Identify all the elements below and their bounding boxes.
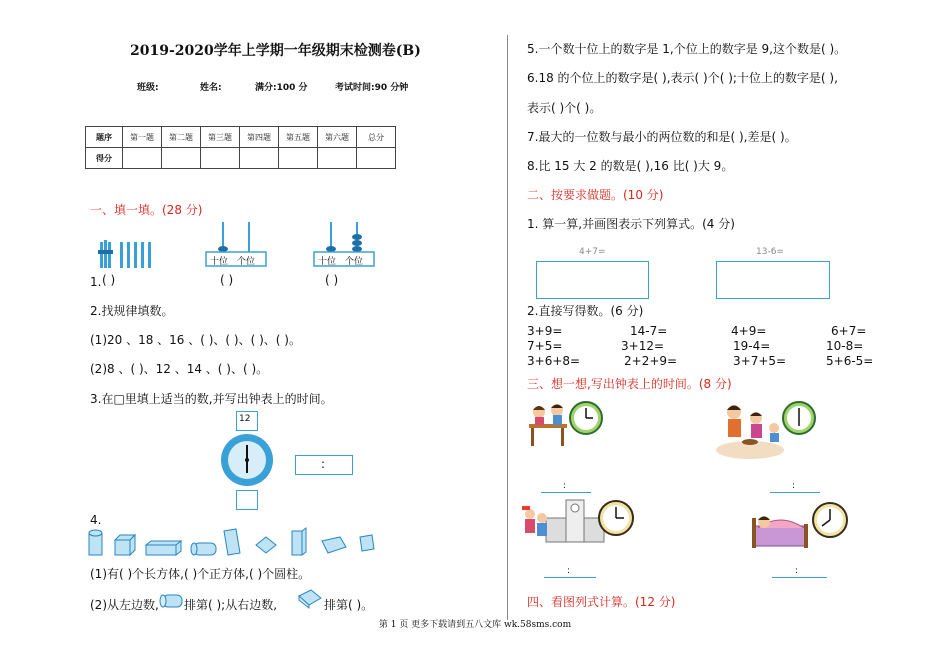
calc-item: 2+2+9= bbox=[624, 354, 678, 368]
time-colon: : bbox=[567, 566, 571, 576]
answer-line[interactable] bbox=[541, 492, 591, 493]
score-header-cell: 第四题 bbox=[240, 127, 279, 148]
school-scene-image bbox=[520, 496, 638, 548]
q4-number: 4. bbox=[90, 513, 102, 527]
q7-text: 7.最大的一位数与最小的两位数的和是( ),差是( )。 bbox=[527, 130, 797, 144]
calc-item: 3+6+8= bbox=[527, 354, 581, 368]
q4-2-middle: 排第( );从右边数, bbox=[184, 598, 278, 612]
sticks-icon bbox=[98, 238, 158, 270]
answer-line[interactable] bbox=[770, 492, 820, 493]
cylinder-icon bbox=[160, 594, 184, 608]
drawing-box-2[interactable] bbox=[716, 261, 830, 299]
calc-item: 3+7+5= bbox=[733, 354, 787, 368]
time-colon: : bbox=[563, 481, 567, 491]
clock-icon bbox=[220, 433, 274, 487]
section2-q2: 2.直接写得数。(6 分) bbox=[527, 304, 644, 318]
q6-text-line1: 6.18 的个位上的数字是( ),表示( )个( );十位上的数字是( ), bbox=[527, 71, 838, 85]
time-colon: : bbox=[792, 481, 796, 491]
score-cell[interactable] bbox=[279, 148, 318, 169]
calc-item: 4+9= bbox=[731, 324, 767, 338]
calc-item: 5+6-5= bbox=[826, 354, 874, 368]
page-footer: 第 1 页 更多下载请到五八文库 wk.58sms.com bbox=[378, 620, 572, 630]
score-table-header-row bbox=[86, 127, 396, 148]
clock-top-number: 12 bbox=[239, 414, 251, 424]
q8-text: 8.比 15 大 2 的数是( ),16 比( )大 9。 bbox=[527, 159, 734, 173]
calc-item: 6+7= bbox=[831, 324, 867, 338]
score-table-score-row bbox=[86, 148, 396, 169]
calc-item: 10-8= bbox=[826, 339, 864, 353]
full-score-label: 满分:100 分 bbox=[255, 83, 308, 93]
score-cell[interactable] bbox=[318, 148, 357, 169]
time-colon: : bbox=[795, 566, 799, 576]
score-header-cell: 题序 bbox=[86, 127, 123, 148]
q2-2-text: (2)8 、( )、12 、14 、( )、( )。 bbox=[90, 362, 269, 376]
number-box[interactable] bbox=[236, 490, 258, 510]
tens-label: 十位 bbox=[318, 257, 337, 267]
sleeping-scene-image bbox=[750, 498, 854, 556]
section1-heading: 一、填一填。(28 分) bbox=[90, 203, 203, 217]
expression-1: 4+7= bbox=[579, 247, 606, 257]
q2-text: 2.找规律填数。 bbox=[90, 304, 174, 318]
drawing-box-1[interactable] bbox=[536, 261, 649, 299]
q1-number: 1. bbox=[90, 275, 102, 289]
score-cell[interactable] bbox=[201, 148, 240, 169]
calc-item: 14-7= bbox=[630, 324, 668, 338]
score-header-cell: 第一题 bbox=[123, 127, 162, 148]
cube-icon bbox=[297, 588, 323, 608]
score-header-cell: 第六题 bbox=[318, 127, 357, 148]
class-label: 班级: bbox=[137, 83, 159, 93]
score-cell[interactable] bbox=[240, 148, 279, 169]
exam-time-label: 考试时间:90 分钟 bbox=[335, 83, 409, 93]
section2-heading: 二、按要求做题。(10 分) bbox=[527, 188, 664, 202]
column-divider bbox=[507, 35, 508, 620]
section3-heading: 三、想一想,写出钟表上的时间。(8 分) bbox=[527, 377, 732, 391]
q4-1-text: (1)有( )个长方体,( )个正方体,( )个圆柱。 bbox=[90, 567, 311, 581]
expression-2: 13-6= bbox=[756, 247, 784, 257]
q4-2-suffix: 排第( )。 bbox=[324, 598, 374, 612]
answer-blank[interactable]: ( ) bbox=[102, 273, 116, 287]
q6-text-line2: 表示( )个( )。 bbox=[527, 101, 602, 115]
studying-scene-image bbox=[527, 398, 605, 450]
q4-2-prefix: (2)从左边数, bbox=[90, 598, 159, 612]
answer-blank[interactable]: ( ) bbox=[220, 273, 234, 287]
calc-item: 19-4= bbox=[733, 339, 771, 353]
score-header-cell: 第二题 bbox=[162, 127, 201, 148]
score-header-cell: 第五题 bbox=[279, 127, 318, 148]
tens-label: 十位 bbox=[210, 257, 229, 267]
calc-item: 3+9= bbox=[527, 324, 563, 338]
ones-label: 个位 bbox=[237, 257, 256, 267]
score-cell[interactable] bbox=[162, 148, 201, 169]
calc-item: 7+5= bbox=[527, 339, 563, 353]
calc-item: 3+12= bbox=[621, 339, 665, 353]
q3-text: 3.在□里填上适当的数,并写出钟表上的时间。 bbox=[90, 392, 333, 406]
score-table bbox=[85, 126, 396, 169]
score-cell[interactable] bbox=[123, 148, 162, 169]
name-label: 姓名: bbox=[200, 83, 222, 93]
answer-line[interactable] bbox=[544, 577, 596, 578]
q5-text: 5.一个数十位上的数字是 1,个位上的数字是 9,这个数是( )。 bbox=[527, 42, 847, 56]
score-header-cell: 第三题 bbox=[201, 127, 240, 148]
time-colon: : bbox=[321, 457, 326, 471]
page-title: 2019-2020学年上学期一年级期末检测卷(B) bbox=[130, 43, 421, 59]
q2-1-text: (1)20 、18 、16 、( )、( )、( )、( )。 bbox=[90, 333, 301, 347]
score-row-label: 得分 bbox=[86, 148, 123, 169]
section2-q1: 1. 算一算,并画图表示下列算式。(4 分) bbox=[527, 217, 735, 231]
section4-heading: 四、看图列式计算。(12 分) bbox=[527, 595, 676, 609]
answer-line[interactable] bbox=[772, 577, 827, 578]
score-cell[interactable] bbox=[357, 148, 396, 169]
solids-row bbox=[88, 527, 388, 559]
family-scene-image bbox=[712, 398, 822, 460]
score-header-cell: 总分 bbox=[357, 127, 396, 148]
ones-label: 个位 bbox=[345, 257, 364, 267]
answer-blank[interactable]: ( ) bbox=[325, 273, 339, 287]
